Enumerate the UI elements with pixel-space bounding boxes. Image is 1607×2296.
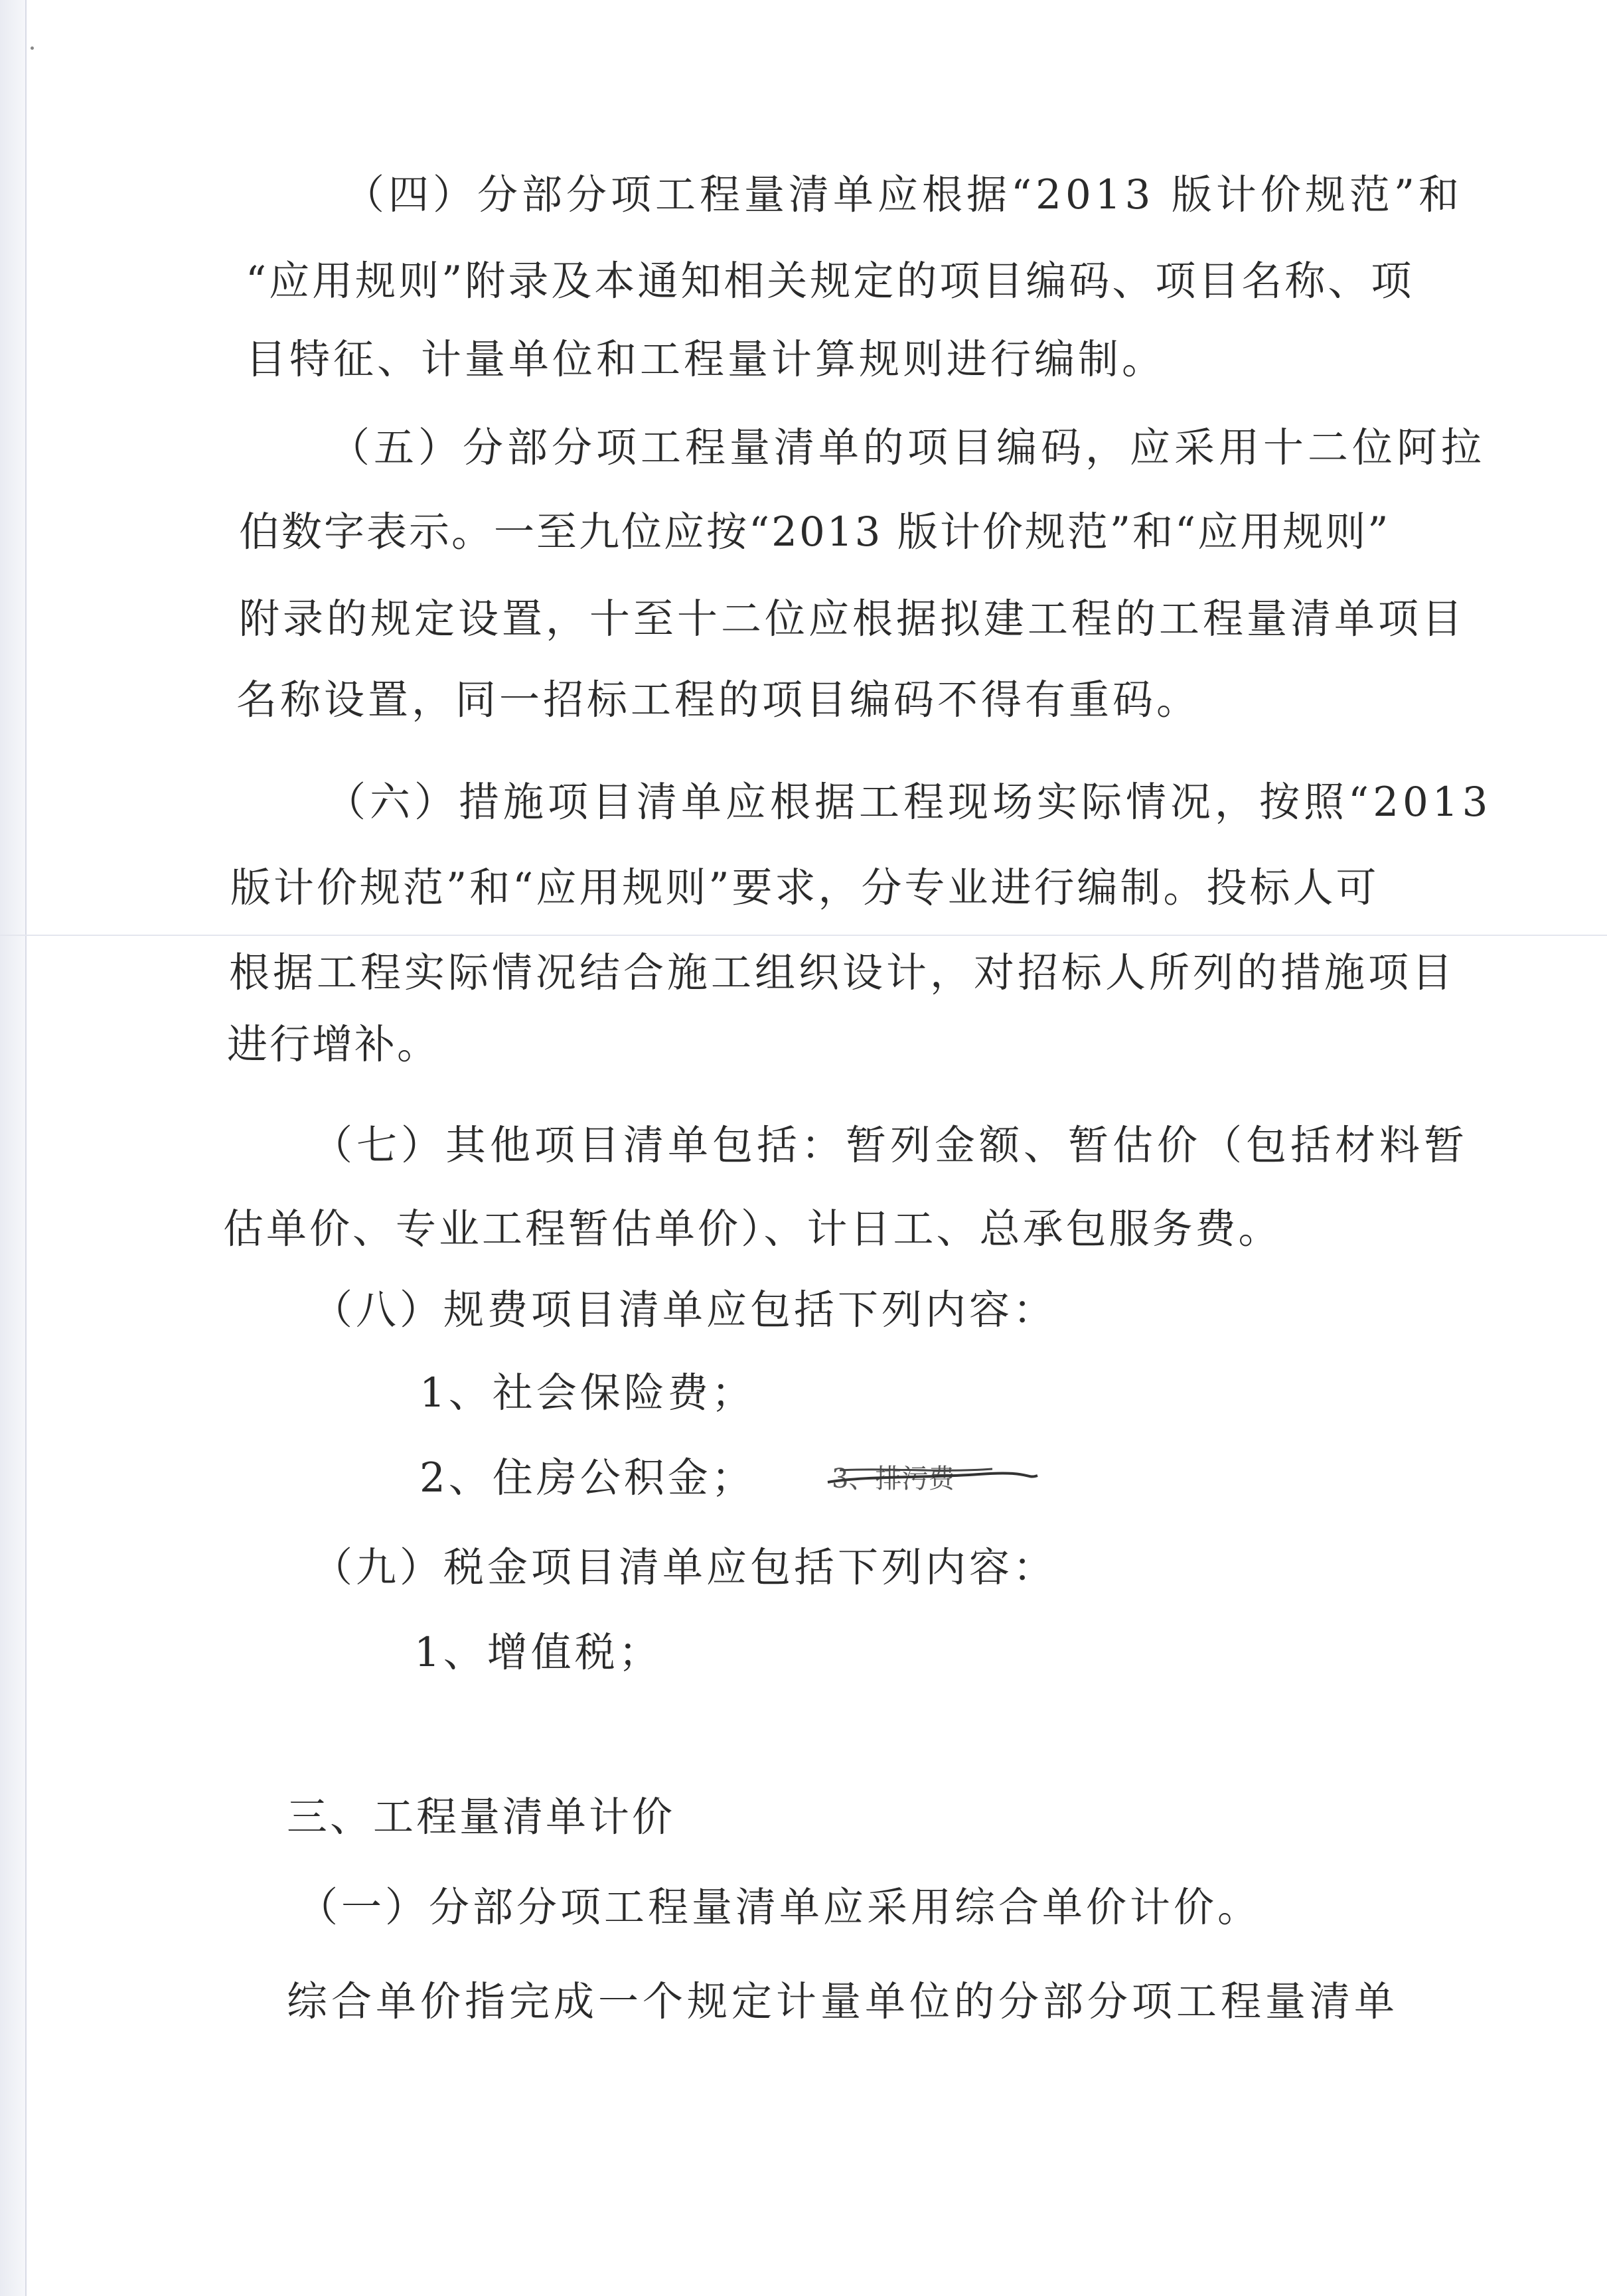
text-line: “应用规则”附录及本通知相关规定的项目编码、项目名称、项 xyxy=(246,258,1415,305)
svg-text:3、排污费: 3、排污费 xyxy=(832,1464,955,1494)
text-line: （六）措施项目清单应根据工程现场实际情况，按照“2013 xyxy=(325,779,1492,826)
text-line: （九）税金项目清单应包括下列内容： xyxy=(312,1544,1057,1591)
text-line: 综合单价指完成一个规定计量单位的分部分项工程量清单 xyxy=(287,1978,1399,2025)
text-line: 名称设置，同一招标工程的项目编码不得有重码。 xyxy=(236,676,1201,724)
text-line: 根据工程实际情况结合施工组织设计，对招标人所列的措施项目 xyxy=(229,949,1456,996)
text-line: 版计价规范”和“应用规则”要求，分专业进行编制。投标人可 xyxy=(230,864,1379,911)
text-line: 目特征、计量单位和工程量计算规则进行编制。 xyxy=(246,336,1166,383)
scan-edge xyxy=(0,0,27,2296)
text-line: （四）分部分项工程量清单应根据“2013 版计价规范”和 xyxy=(344,171,1464,218)
text-line: 附录的规定设置，十至十二位应根据拟建工程的工程量清单项目 xyxy=(239,595,1466,643)
list-item: 1、社会保险费； xyxy=(420,1369,755,1416)
section-heading: 三、工程量清单计价 xyxy=(287,1794,676,1841)
handwritten-strikethrough xyxy=(826,1456,1039,1502)
scan-speck xyxy=(31,46,34,50)
text-line: （八）规费项目清单应包括下列内容： xyxy=(312,1286,1057,1334)
text-line: （一）分部分项工程量清单应采用综合单价计价。 xyxy=(297,1884,1262,1931)
text-line: （七）其他项目清单包括：暂列金额、暂估价（包括材料暂 xyxy=(312,1122,1469,1169)
list-item: 1、增值税； xyxy=(414,1629,662,1676)
text-line: 进行增补。 xyxy=(227,1021,440,1068)
list-item: 2、住房公积金； xyxy=(420,1454,755,1501)
text-line: 估单价、专业工程暂估单价）、计日工、总承包服务费。 xyxy=(223,1205,1282,1253)
text-line: 伯数字表示。一至九位应按“2013 版计价规范”和“应用规则” xyxy=(239,508,1391,556)
text-line: （五）分部分项工程量清单的项目编码，应采用十二位阿拉 xyxy=(329,424,1486,471)
scan-line xyxy=(0,935,1607,936)
